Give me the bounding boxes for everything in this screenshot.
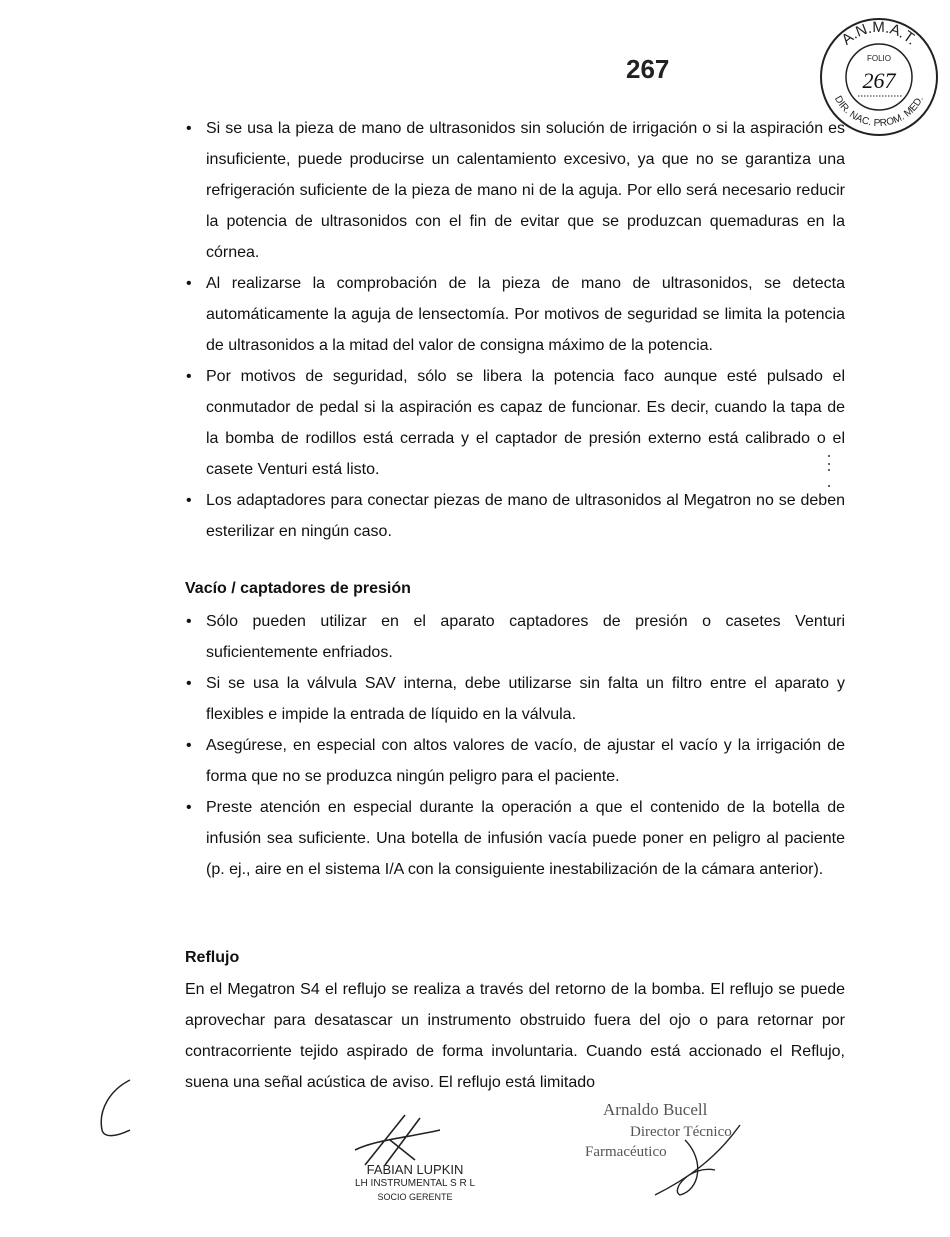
bullet-icon: • xyxy=(186,799,192,816)
handwritten-mark xyxy=(90,1075,140,1145)
safety-notes-list xyxy=(185,113,845,547)
list-item: • Preste atención en especial durante la operación a que el contenido de la botella de infusión sea suficiente. Una botella de infusión vacía puede poner en peligro al paciente (p. ej., aire en el sistema I/A con la consiguiente inestabilización de la cámara anterior). xyxy=(185,792,845,885)
bullet-icon: • xyxy=(186,120,192,137)
svg-text:FOLIO: FOLIO xyxy=(866,54,892,63)
signature-block-left xyxy=(325,1110,505,1210)
signature-scribble xyxy=(645,1120,755,1200)
signatory-name: FABIAN LUPKIN xyxy=(366,1162,464,1177)
vacuum-notes-list xyxy=(185,606,845,885)
list-item: • Sólo pueden utilizar en el aparato captadores de presión o casetes Venturi suficientemente enfriados. xyxy=(185,606,845,668)
svg-text:A.N.M.A.T.: A.N.M.A.T. xyxy=(838,18,921,49)
svg-text:267: 267 xyxy=(862,68,896,93)
list-item: • Los adaptadores para conectar piezas de mano de ultrasonidos al Megatron no se deben esterilizar en ningún caso. xyxy=(185,485,845,547)
list-item: • Si se usa la pieza de mano de ultrasonidos sin solución de irrigación o si la aspiración es insuficiente, puede producirse un calentamiento excesivo, ya que no se garantiza una refrigeración suficiente de la pieza de mano ni de la aguja. Por ello será necesario reducir la potencia de ultrasonidos con el fin de evitar que se produzcan quemaduras en la córnea. xyxy=(185,113,845,268)
bullet-icon: • xyxy=(186,492,192,509)
bullet-icon: • xyxy=(186,368,192,385)
reflux-paragraph: En el Megatron S4 el reflujo se realiza a través del retorno de la bomba. El reflujo se puede aprovechar para desatascar un instrumento obstruido fuera del ojo o para retornar por contracorriente tejido aspirado de forma involuntaria. Cuando está accionado el Reflujo, suena una señal acústica de aviso. El reflujo está limitado xyxy=(185,981,845,1091)
signature-scribble xyxy=(345,1110,445,1170)
bullet-icon: • xyxy=(186,275,192,292)
signatory-title: Director Técnico xyxy=(630,1124,732,1140)
signatory-role: SOCIO GERENTE xyxy=(377,1192,453,1202)
list-item: • Si se usa la válvula SAV interna, debe utilizarse sin falta un filtro entre el aparato y flexibles e impide la entrada de líquido en la válvula. xyxy=(185,668,845,730)
signatory-profession: Farmacéutico xyxy=(585,1144,667,1160)
section-heading: Reflujo xyxy=(185,949,240,966)
signatory-name: Arnaldo Bucell xyxy=(603,1100,708,1119)
signature-block-right xyxy=(575,1100,815,1210)
list-item: • Por motivos de seguridad, sólo se libera la potencia faco aunque esté pulsado el conmutador de pedal si la aspiración es capaz de funcionar. Es decir, cuando la tapa de la bomba de rodillos está cerrada y el captador de presión externo está calibrado o el casete Venturi está listo. xyxy=(185,361,845,485)
margin-dots xyxy=(826,452,832,502)
signatory-company: LH INSTRUMENTAL S R L xyxy=(354,1178,476,1189)
bullet-icon: • xyxy=(186,675,192,692)
svg-text:267: 267 xyxy=(626,54,670,84)
bullet-icon: • xyxy=(186,613,192,630)
section-heading: Vacío / captadores de presión xyxy=(185,580,411,597)
bullet-icon: • xyxy=(186,737,192,754)
svg-text:DIR. NAC. PROM. MED.: DIR. NAC. PROM. MED. xyxy=(832,94,926,130)
list-item: • Al realizarse la comprobación de la pieza de mano de ultrasonidos, se detecta automáticamente la aguja de lensectomía. Por motivos de seguridad se limita la potencia de ultrasonidos a la mitad del valor de consigna máximo de la potencia. xyxy=(185,268,845,361)
list-item: • Asegúrese, en especial con altos valores de vacío, de ajustar el vacío y la irrigación de forma que no se produzca ningún peligro para el paciente. xyxy=(185,730,845,792)
folio-number-mark xyxy=(624,54,706,84)
